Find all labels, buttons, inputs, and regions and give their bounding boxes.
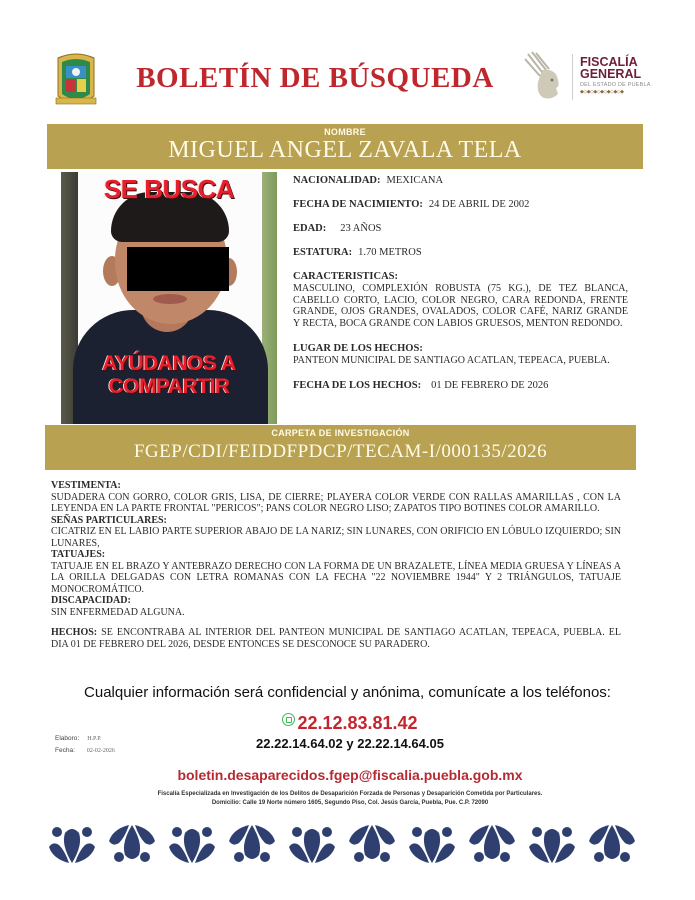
field-hechos xyxy=(51,627,621,650)
missing-person-photo xyxy=(61,172,277,424)
field-fecha-nacimiento xyxy=(293,198,628,212)
agency-address: Domicilio: Calle 19 Norte número 1605, Segundo Piso, Col. Jesús García, Puebla, Pue. C.P. 72090 xyxy=(211,799,489,806)
lugar-hechos-value: PANTEON MUNICIPAL DE SANTIAGO ACATLAN, TEPEACA, PUEBLA. xyxy=(293,354,610,366)
case-file-label: CARPETA DE INVESTIGACIÓN xyxy=(271,428,410,438)
fecha-nacimiento-label: FECHA DE NACIMIENTO: xyxy=(293,199,423,210)
ornament-fan-up-icon xyxy=(287,823,337,865)
fecha-nacimiento-value: 24 DE ABRIL DE 2002 xyxy=(428,199,530,210)
name-label: NOMBRE xyxy=(324,127,366,137)
alternate-phones[interactable]: 22.22.14.64.02 y 22.22.14.64.05 xyxy=(256,736,444,751)
whatsapp-phone-number[interactable]: 22.12.83.81.42 xyxy=(297,713,418,733)
credits xyxy=(55,733,115,757)
person-details xyxy=(293,174,628,403)
tatuajes-value: TATUAJE EN EL BRAZO Y ANTEBRAZO DERECHO CON LA FORMA DE UN BRAZALETE, LÍNEA MEDIA GRUESA Y LÍNEAS A LA ORILLA DELGADAS CON LETRA ROMANAS CON LA FECHA "22 NOVIEMBRE 1944" Y 2 TRIÁNGULOS, TATUAJE MONOCROMÁTICO. xyxy=(51,560,621,595)
ornament-fan-down-icon xyxy=(107,823,157,865)
estatura-label: ESTATURA: xyxy=(293,247,353,258)
discapacidad-value: SIN ENFERMEDAD ALGUNA. xyxy=(51,606,185,618)
missing-person-name: MIGUEL ANGEL ZAVALA TELA xyxy=(168,137,522,163)
senas-value: CICATRIZ EN EL LABIO PARTE SUPERIOR ABAJO DE LA NARIZ; SIN LUNARES, CON ORIFICIO EN LÓBULO IZQUIERDO; SIN LUNARES, xyxy=(51,526,621,549)
confidential-contact-message: Cualquier información será confidencial y anónima, comunícate a los teléfonos: xyxy=(84,684,611,701)
discapacidad-label: DISCAPACIDAD: xyxy=(51,595,131,606)
whatsapp-phone[interactable] xyxy=(230,713,470,734)
fiscalia-profile-emblem-icon xyxy=(522,50,570,104)
field-edad xyxy=(293,222,628,236)
fiscalia-logo-line1: FISCALÍA xyxy=(580,55,638,69)
additional-details xyxy=(51,480,621,650)
nacionalidad-label: NACIONALIDAD: xyxy=(293,175,381,186)
field-fecha-hechos xyxy=(293,379,628,393)
field-nacionalidad xyxy=(293,174,628,188)
talavera-ornament-border xyxy=(47,823,637,865)
eye-censor-bar xyxy=(127,247,229,291)
whatsapp-icon xyxy=(282,713,295,726)
lugar-hechos-label: LUGAR DE LOS HECHOS: xyxy=(293,342,423,354)
nacionalidad-value: MEXICANA xyxy=(386,175,444,186)
vestimenta-value: SUDADERA CON GORRO, COLOR GRIS, LISA, DE CIERRE; PLAYERA COLOR VERDE CON RALLAS AMARILLAS , CON LA LEYENDA EN LA PARTE FRONTAL "PERICOS"; PANS COLOR NEGRO LISO; ZAPATOS TIPO BOTINES COLOR AMARILLO. xyxy=(51,491,621,514)
fecha-hechos-label: FECHA DE LOS HECHOS: xyxy=(293,379,422,391)
fecha-label: Fecha: xyxy=(55,747,75,754)
field-caracteristicas xyxy=(293,270,628,330)
ornament-fan-down-icon xyxy=(227,823,277,865)
case-file-band xyxy=(45,425,636,470)
fecha-value: 02-02-2026 xyxy=(86,748,115,754)
field-lugar-hechos xyxy=(293,342,628,367)
contact-email-link[interactable]: boletin.desaparecidos.fgep@fiscalia.puebla.gob.mx xyxy=(177,767,523,783)
bulletin-title: BOLETÍN DE BÚSQUEDA xyxy=(136,62,494,94)
fiscalia-logo-line2: GENERAL xyxy=(580,67,642,81)
ornament-fan-down-icon xyxy=(347,823,397,865)
elaboro-label: Elaboro: xyxy=(55,735,80,742)
hechos-label: HECHOS: xyxy=(51,627,98,638)
agency-footer xyxy=(40,790,660,807)
agency-name: Fiscalía Especializada en Investigación de los Delitos de Desaparición Forzada de Personas y Desaparición Cometida por Particulares. xyxy=(157,791,543,797)
elaboro-value: H.P.P. xyxy=(87,736,102,742)
se-busca-overlay: SE BUSCA xyxy=(103,174,235,204)
state-coat-of-arms-logo xyxy=(54,52,98,108)
edad-value: 23 AÑOS xyxy=(340,223,382,234)
edad-label: EDAD: xyxy=(293,223,327,234)
senas-label: SEÑAS PARTICULARES: xyxy=(51,514,167,526)
caracteristicas-value: MASCULINO, COMPLEXIÓN ROBUSTA (75 KG.), DE TEZ BLANCA, CABELLO CORTO, LACIO, COLOR NEGRO, CARA REDONDA, FRENTE GRANDE, OJOS GRANDES, OVALADOS, COLOR CAFÉ, NARIZ GRANDE Y RECTA, BOCA GRANDE CON LABIOS GRUESOS, MENTON REDONDO. xyxy=(293,283,628,330)
fiscalia-logo-line3: DEL ESTADO DE PUEBLA xyxy=(580,82,651,88)
case-file-number: FGEP/CDI/FEIDDFPDCP/TECAM-I/000135/2026 xyxy=(133,441,548,462)
fiscalia-logo-pattern: ◆◇◆◇◆◇◆◇◆◇◆◇◆ xyxy=(580,89,624,95)
field-estatura xyxy=(293,246,628,260)
name-band xyxy=(47,124,643,169)
caracteristicas-label: CARACTERISTICAS: xyxy=(293,271,399,282)
fiscalia-general-logo xyxy=(522,50,672,105)
vestimenta-label: VESTIMENTA: xyxy=(51,480,121,491)
fecha-hechos-value: 01 DE FEBRERO DE 2026 xyxy=(431,379,549,391)
logo-divider xyxy=(572,54,573,100)
estatura-value: 1.70 METROS xyxy=(358,247,422,258)
person-mouth xyxy=(153,294,187,304)
hechos-value: SE ENCONTRABA AL INTERIOR DEL PANTEON MUNICIPAL DE SANTIAGO ACATLAN, TEPEACA, PUEBLA. EL DIA 01 DE FEBRERO DEL 2026, DESDE ENTONCES SE DESCONOCE SU PARADERO. xyxy=(51,627,621,650)
ornament-fan-up-icon xyxy=(47,823,97,865)
ornament-fan-down-icon xyxy=(467,823,517,865)
tatuajes-label: TATUAJES: xyxy=(51,549,106,560)
ornament-fan-up-icon xyxy=(167,823,217,865)
share-overlay-line2: COMPARTIR xyxy=(108,375,230,398)
ornament-fan-up-icon xyxy=(407,823,457,865)
share-overlay-line1: AYÚDANOS A xyxy=(102,352,236,375)
ornament-fan-up-icon xyxy=(527,823,577,865)
ornament-fan-down-icon xyxy=(587,823,637,865)
